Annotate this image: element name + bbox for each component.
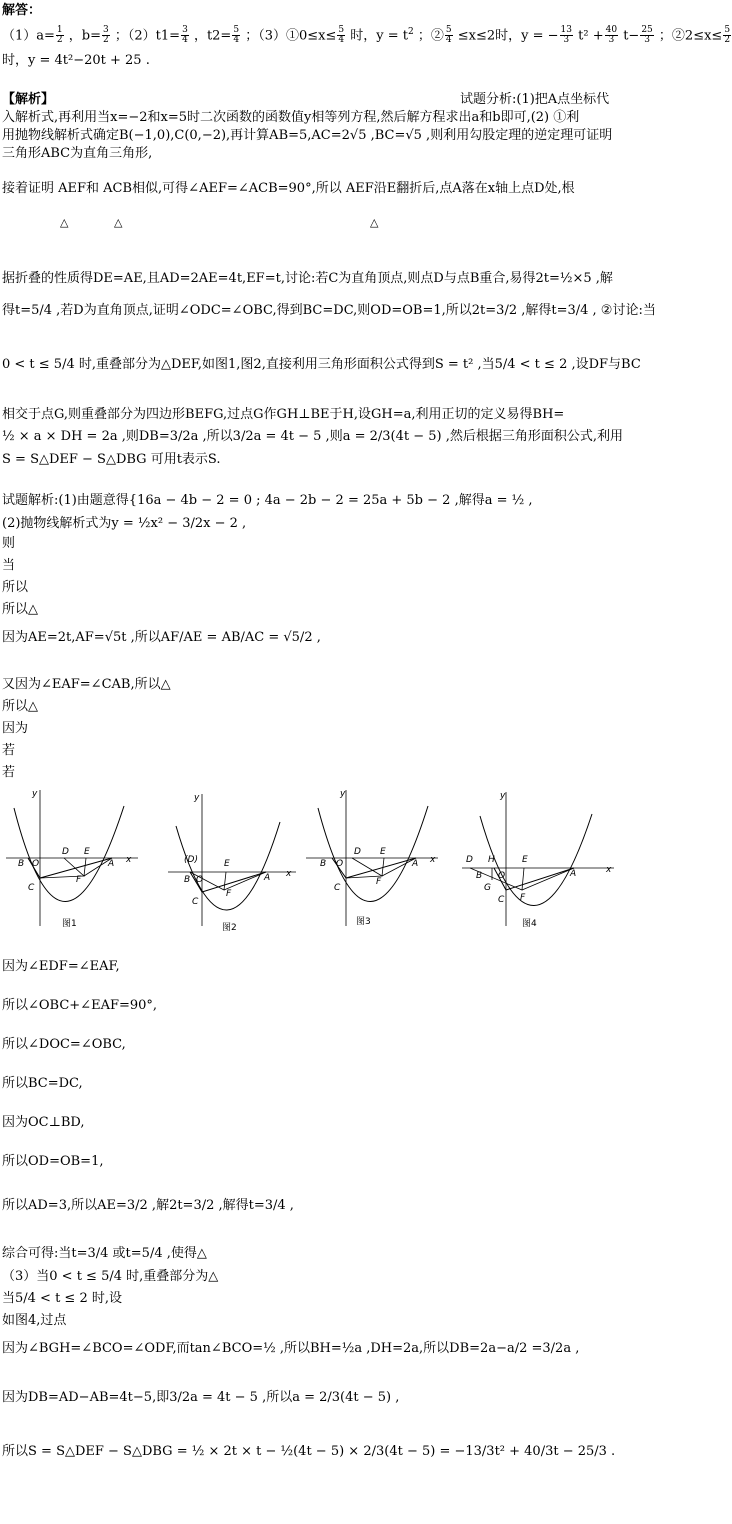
- proof-line-12: 因为∠BGH=∠BCO=∠ODF,而tan∠BCO=½ ,所以BH=½a ,DH=2a,所以DB=2a−a/2 =3/2a ,: [2, 1341, 580, 1356]
- solution-line-1: 试题解析:(1)由题意得{16a − 4b − 2 = 0 ; 4a − 2b − 2 = 25a + 5b − 2 ,解得a = ½ ,: [2, 493, 533, 508]
- analysis-line-6: 得t=5/4 ,若D为直角顶点,证明∠ODC=∠OBC,得到BC=DC,则OD=OB=1,所以2t=3/2 ,解得t=3/4 , ②讨论:当: [2, 303, 656, 318]
- svg-text:x: x: [606, 865, 612, 875]
- proof-line-13: 因为DB=AD−AB=4t−5,即3/2a = 4t − 5 ,所以a = 2/3(4t − 5) ,: [2, 1390, 400, 1405]
- figure-4: [462, 786, 622, 931]
- proof-line-10: 当5/4 < t ≤ 2 时,设: [2, 1291, 122, 1306]
- solution-line-8: 又因为∠EAF=∠CAB,所以△: [2, 677, 171, 692]
- proof-line-9: （3）当0 < t ≤ 5/4 时,重叠部分为△: [2, 1269, 219, 1284]
- proof-line-8: 综合可得:当t=3/4 或t=5/4 ,使得△: [2, 1246, 207, 1261]
- figure-3: [306, 786, 446, 931]
- figure-2: [168, 786, 303, 931]
- proof-line-4: 所以BC=DC,: [2, 1076, 83, 1091]
- svg-text:E: E: [84, 847, 90, 857]
- figure-2-caption: 图2: [222, 923, 237, 933]
- proof-line-6: 所以OD=OB=1,: [2, 1154, 104, 1169]
- svg-text:F: F: [520, 893, 526, 903]
- proof-line-2: 所以∠OBC+∠EAF=90°,: [2, 998, 158, 1013]
- svg-text:O: O: [336, 859, 344, 869]
- proof-line-5: 因为OC⊥BD,: [2, 1115, 85, 1130]
- svg-text:(D): (D): [184, 855, 198, 865]
- answer-heading: 解答：: [2, 3, 42, 18]
- proof-line-14: 所以S = S△DEF − S△DBG = ½ × 2t × t − ½(4t − 5) × 2/3(4t − 5) = −13/3t² + 40/3t − 25/3 .: [2, 1444, 616, 1459]
- svg-text:F: F: [226, 889, 232, 899]
- svg-text:O: O: [498, 871, 506, 881]
- solution-line-11: 若: [2, 743, 16, 758]
- solution-line-7: 因为AE=2t,AF=√5t ,所以AF/AE = AB/AC = √5/2 ,: [2, 630, 321, 645]
- solution-line-5: 所以: [2, 580, 29, 595]
- svg-text:O: O: [196, 875, 204, 885]
- svg-text:B: B: [476, 871, 483, 881]
- svg-text:D: D: [466, 855, 473, 865]
- svg-text:A: A: [412, 859, 419, 869]
- analysis-line-8: 相交于点G,则重叠部分为四边形BEFG,过点G作GH⊥BE于H,设GH=a,利用正切的定义易得BH=: [2, 407, 565, 422]
- triangle-1: △: [60, 216, 69, 229]
- svg-text:x: x: [286, 869, 292, 879]
- svg-text:C: C: [192, 897, 199, 907]
- analysis-head: 【解析】: [2, 92, 55, 107]
- svg-text:E: E: [522, 855, 528, 865]
- solution-line-9: 所以△: [2, 699, 38, 714]
- svg-text:C: C: [28, 883, 35, 893]
- triangle-2: △: [114, 216, 123, 229]
- figure-4-caption: 图4: [522, 919, 537, 929]
- solution-line-12: 若: [2, 765, 16, 780]
- figure-strip: [0, 786, 630, 936]
- svg-text:D: D: [62, 847, 69, 857]
- analysis-line-7: 0 < t ≤ 5/4 时,重叠部分为△DEF,如图1,图2,直接利用三角形面积公式得到S = t² ,当5/4 < t ≤ 2 ,设DF与BC: [2, 357, 641, 372]
- analysis-line-2: 用抛物线解析式确定B(−1,0),C(0,−2),再计算AB=5,AC=2√5 ,BC=√5 ,则利用勾股定理的逆定理可证明: [2, 128, 613, 143]
- analysis-line-1: 入解析式,再利用当x=−2和x=5时二次函数的函数值y相等列方程,然后解方程求出a和b即可,(2) ①利: [2, 110, 580, 125]
- analysis-line-9: ½ × a × DH = 2a ,则DB=3/2a ,所以3/2a = 4t − 5 ,则a = 2/3(4t − 5) ,然后根据三角形面积公式,利用: [2, 429, 623, 444]
- answer-line-1: （1）a= $\frac{1}{2}$ ，b= $\frac{3}{2}$ ；（2）t1= $\frac{3}{4}$ ，t2= $\frac{5}{4}$ ；（3）①0≤x≤ $\frac{5}{4}$ 时，$y = t^2$ ；② $\frac{5}{4}$ ≤x≤2时，y = − $\frac{13}{3}$ t² + $\frac{40}{3}$ t− $\frac{25}{3}$ ；②2≤x≤ $\frac{5}{2}$: [2, 25, 731, 46]
- solution-line-3: 则: [2, 536, 16, 551]
- figure-3-caption: 图3: [356, 917, 371, 927]
- answer-line-2: 时，y = 4t²−20t + 25 .: [2, 53, 150, 68]
- solution-line-4: 当: [2, 558, 16, 573]
- proof-line-1: 因为∠EDF=∠EAF,: [2, 959, 120, 974]
- figure-1: [6, 786, 146, 931]
- solution-line-6: 所以△: [2, 602, 38, 617]
- analysis-line-5: 据折叠的性质得DE=AE,且AD=2AE=4t,EF=t,讨论:若C为直角顶点,则点D与点B重合,易得2t=½×5 ,解: [2, 271, 613, 286]
- svg-text:x: x: [430, 855, 436, 865]
- analysis-intro: 试题分析:(1)把A点坐标代: [460, 92, 610, 107]
- analysis-line-3: 三角形ABC为直角三角形,: [2, 146, 153, 161]
- triangle-3: △: [370, 216, 379, 229]
- proof-line-3: 所以∠DOC=∠OBC,: [2, 1037, 126, 1052]
- solution-line-10: 因为: [2, 721, 29, 736]
- figure-1-caption: 图1: [62, 919, 77, 929]
- analysis-line-10: S = S△DEF − S△DBG 可用t表示S.: [2, 452, 221, 467]
- svg-text:B: B: [184, 875, 191, 885]
- svg-text:B: B: [18, 859, 25, 869]
- svg-text:C: C: [334, 883, 341, 893]
- svg-text:y: y: [340, 789, 346, 799]
- svg-text:x: x: [126, 855, 132, 865]
- svg-text:A: A: [108, 859, 115, 869]
- analysis-line-4: 接着证明 AEF和 ACB相似,可得∠AEF=∠ACB=90°,所以 AEF沿E翻折后,点A落在x轴上点D处,根: [2, 181, 575, 196]
- svg-text:B: B: [320, 859, 327, 869]
- svg-text:y: y: [32, 789, 38, 799]
- svg-text:D: D: [354, 847, 361, 857]
- svg-text:G: G: [484, 883, 491, 893]
- svg-text:F: F: [376, 877, 382, 887]
- svg-text:C: C: [498, 895, 505, 905]
- svg-text:A: A: [570, 869, 577, 879]
- svg-text:F: F: [76, 875, 82, 885]
- svg-text:A: A: [264, 873, 271, 883]
- svg-text:E: E: [224, 859, 230, 869]
- svg-text:E: E: [380, 847, 386, 857]
- svg-text:y: y: [194, 793, 200, 803]
- svg-text:H: H: [488, 855, 495, 865]
- proof-line-7: 所以AD=3,所以AE=3/2 ,解2t=3/2 ,解得t=3/4 ,: [2, 1198, 294, 1213]
- svg-text:y: y: [500, 791, 506, 801]
- solution-line-2: (2)抛物线解析式为y = ½x² − 3/2x − 2 ,: [2, 516, 247, 531]
- svg-text:O: O: [32, 859, 40, 869]
- proof-line-11: 如图4,过点: [2, 1313, 67, 1328]
